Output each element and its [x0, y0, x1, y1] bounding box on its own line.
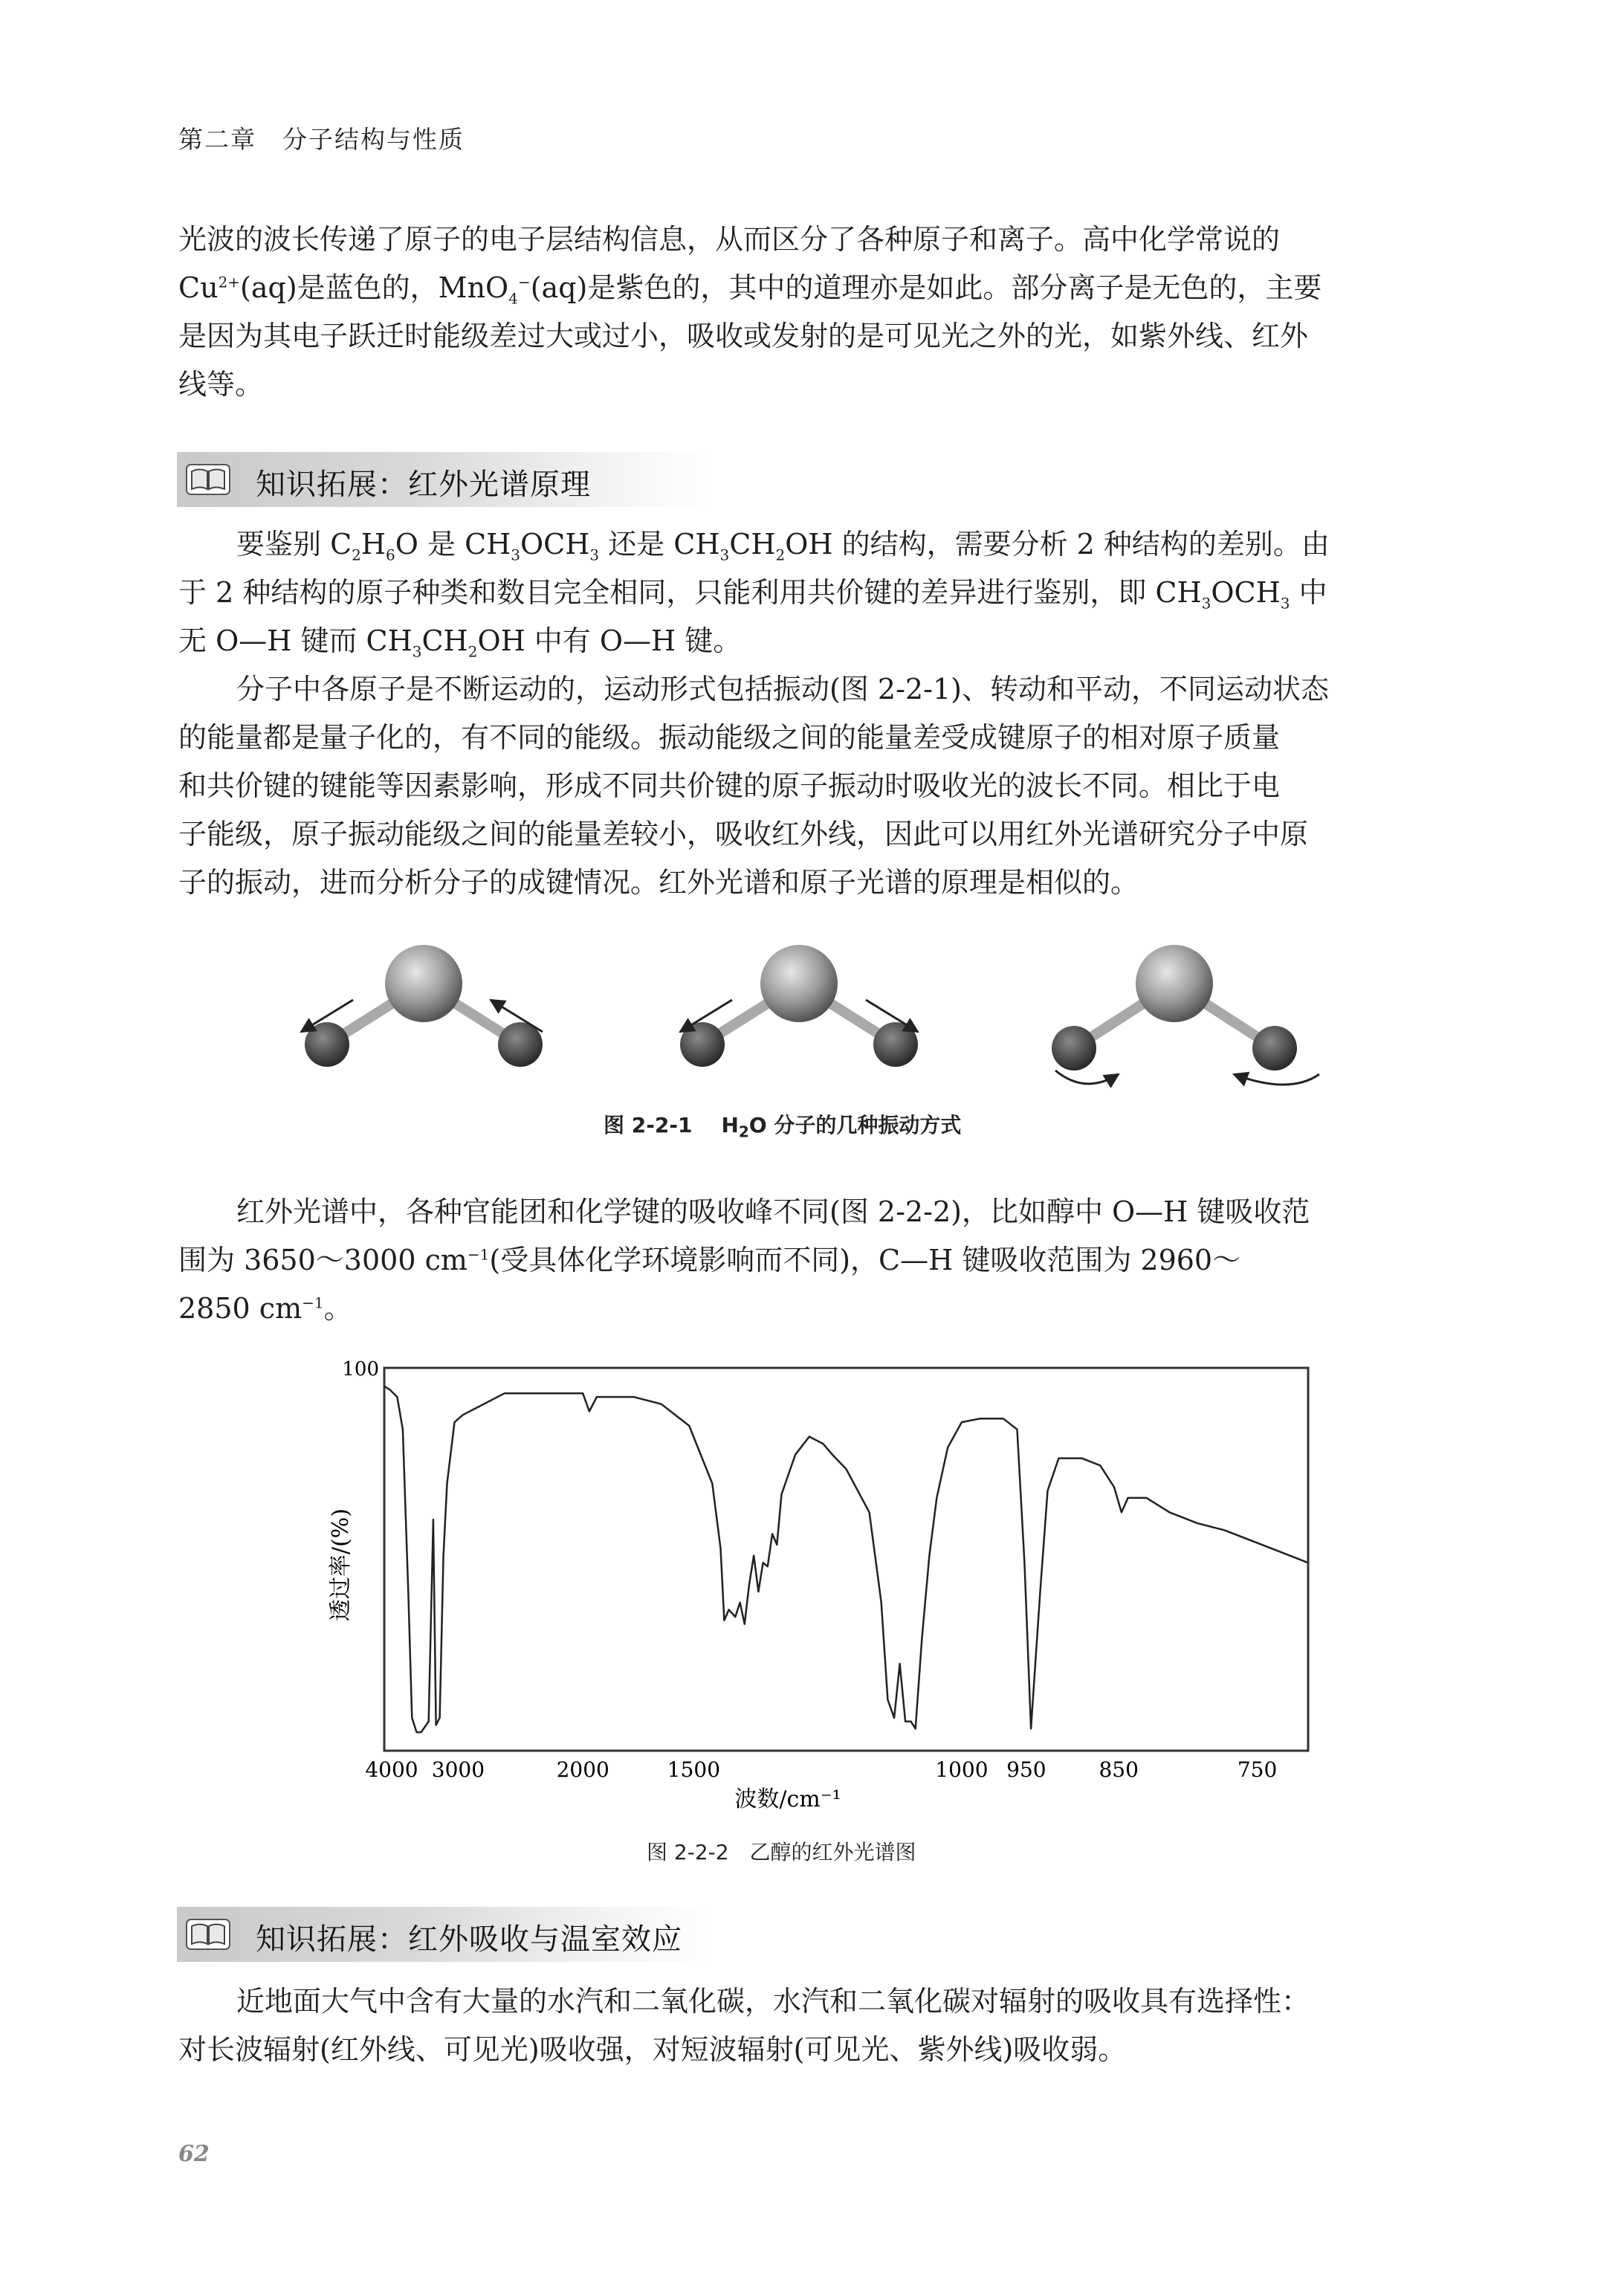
p3-line-3: 2850 $cm^{-1}$。	[178, 1292, 352, 1325]
x-tick-label: 3000	[431, 1757, 485, 1782]
figure-caption-2-2-1: 图 2-2-1 $H_2O$ 分子的几种振动方式	[604, 1113, 962, 1141]
banner-title: 知识拓展：红外光谱原理	[256, 468, 591, 502]
ir-spectrum-chart	[312, 1349, 1338, 1818]
p4-line-2: 对长波辐射(红外线、可见光)吸收强，对短波辐射(可见光、紫外线)吸收弱。	[178, 2033, 1127, 2066]
p1-line-3: 无 O—H 键而 $CH_3CH_2OH$ 中有 O—H 键。	[178, 624, 742, 661]
x-tick-label: 2000	[556, 1757, 609, 1782]
p1-line-1: 要鉴别 $C_2H_6O$ 是 $CH_3OCH_3$ 还是 $CH_3CH_2OH$ 的结构，需要分析 2 种结构的差别。由	[236, 528, 1330, 564]
x-tick-label: 850	[1099, 1757, 1139, 1782]
p3-line-1: 红外光谱中，各种官能团和化学键的吸收峰不同(图 2-2-2)，比如醇中 O—H 键吸收范	[236, 1195, 1310, 1228]
paragraph-vibration	[178, 665, 1479, 907]
p4-line-1: 近地面大气中含有大量的水汽和二氧化碳，水汽和二氧化碳对辐射的吸收具有选择性：	[236, 1985, 1310, 2018]
vibration-mode-asymmetric	[680, 945, 918, 1067]
chart-frame	[384, 1368, 1308, 1751]
x-tick-label: 950	[1006, 1757, 1046, 1782]
p3-line-2: 围为 3650～3000 $cm^{-1}$(受具体化学环境影响而不同)，C—H 键吸收范围为 2960～	[178, 1244, 1241, 1276]
open-book-icon	[186, 464, 230, 495]
vibration-mode-bending	[1052, 945, 1319, 1085]
knowledge-banner-2	[177, 1907, 712, 1962]
y-tick-label-100: 100	[342, 1358, 379, 1381]
chapter-header: 第二章 分子结构与性质	[178, 125, 465, 154]
p2-line-5: 子的振动，进而分析分子的成键情况。红外光谱和原子光谱的原理是相似的。	[178, 866, 1139, 899]
intro-line-4: 线等。	[178, 368, 264, 401]
intro-line-2: $Cu^{2+}(aq)$是蓝色的，MnO$_4$−(aq)是紫色的，其中的道理亦是如此。部分离子是无色的，主要	[178, 271, 1322, 308]
page-number: 62	[178, 2141, 210, 2167]
x-tick-label: 1000	[935, 1757, 989, 1782]
x-tick-label: 750	[1237, 1757, 1278, 1782]
y-axis-label: 透过率/(%)	[328, 1508, 354, 1622]
open-book-icon	[186, 1919, 230, 1950]
vibration-mode-symmetric	[301, 945, 543, 1067]
ir-spectrum-series-line	[384, 1386, 1308, 1733]
x-tick-label: 4000	[365, 1757, 418, 1782]
figure-caption-2-2-2: 图 2-2-2 乙醇的红外光谱图	[647, 1840, 916, 1864]
p2-line-3: 和共价键的键能等因素影响，形成不同共价键的原子振动时吸收光的波长不同。相比于电	[178, 769, 1281, 802]
knowledge-banner-1	[177, 452, 712, 507]
x-tick-label: 1500	[667, 1757, 721, 1782]
banner-title: 知识拓展：红外吸收与温室效应	[256, 1922, 682, 1957]
paragraph-greenhouse	[178, 1977, 1479, 2074]
x-axis-label: 波数/cm⁻¹	[734, 1786, 841, 1812]
intro-line-1: 光波的波长传递了原子的电子层结构信息，从而区分了各种原子和离子。高中化学常说的	[178, 223, 1281, 256]
p2-line-2: 的能量都是量子化的，有不同的能级。振动能级之间的能量差受成键原子的相对原子质量	[178, 721, 1281, 754]
water-vibration-figure	[282, 926, 1360, 1119]
paragraph-identification	[178, 520, 1479, 665]
intro-line-3: 是因为其电子跃迁时能级差过大或过小，吸收或发射的是可见光之外的光，如紫外线、红外	[178, 320, 1309, 352]
x-tick-labels	[365, 1757, 1277, 1782]
p2-line-1: 分子中各原子是不断运动的，运动形式包括振动(图 2-2-1)、转动和平动，不同运动状态	[236, 673, 1329, 705]
p2-line-4: 子能级，原子振动能级之间的能量差较小，吸收红外线，因此可以用红外光谱研究分子中原	[178, 818, 1309, 850]
paragraph-ir-ranges	[178, 1188, 1479, 1333]
intro-paragraph	[178, 216, 1479, 409]
p1-line-2: 于 2 种结构的原子种类和数目完全相同，只能利用共价键的差异进行鉴别，即 $CH_3OCH_3$ 中	[178, 576, 1327, 613]
